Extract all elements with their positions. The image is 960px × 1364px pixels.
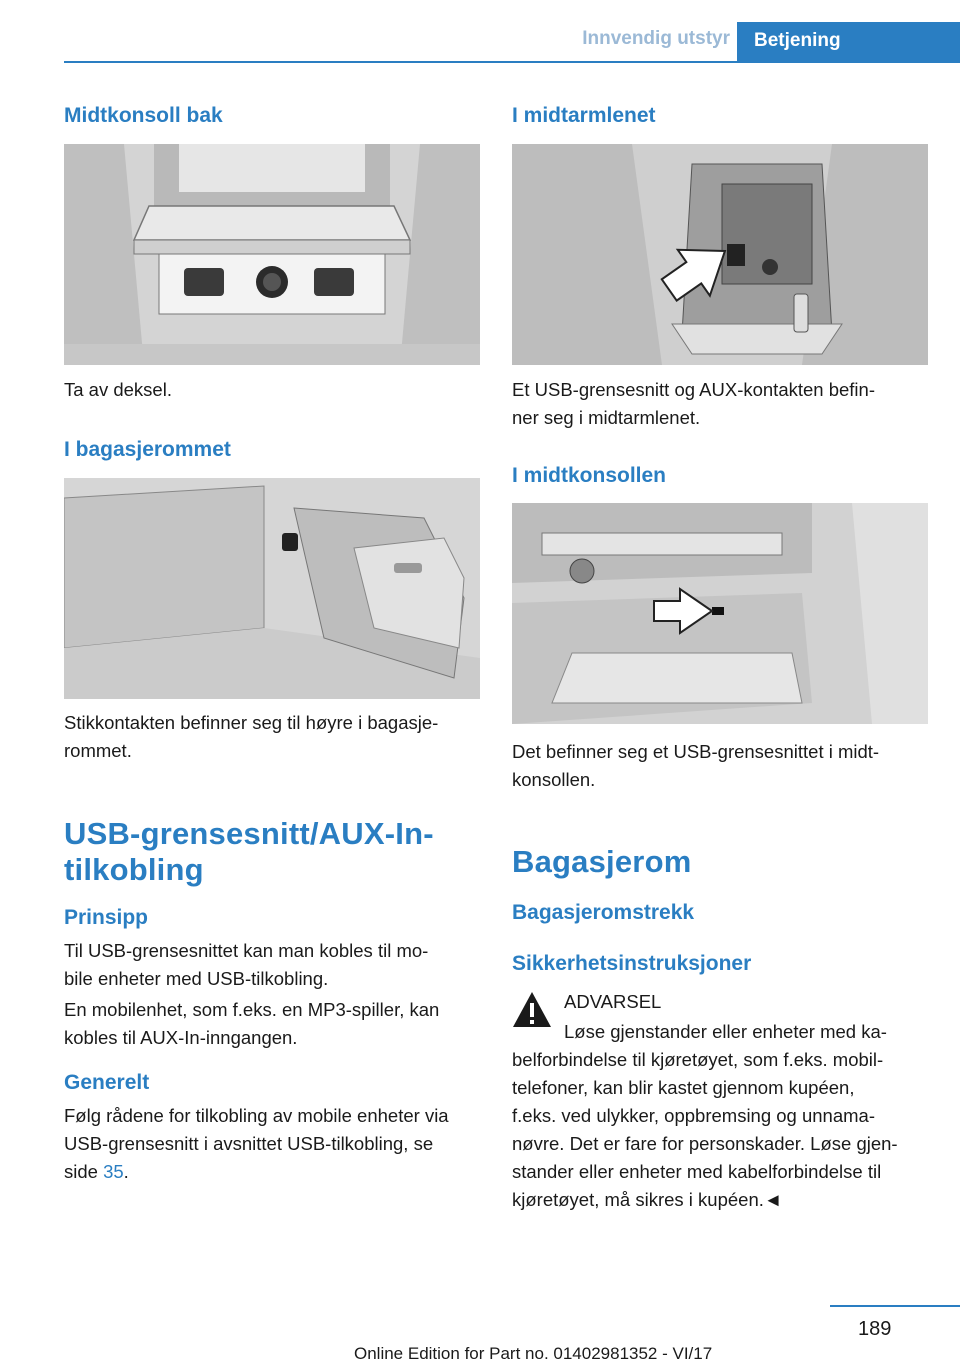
heading-bagasjerommet: I bagasjerommet [64,438,231,461]
warning-triangle-icon [512,990,552,1030]
para-generelt-3 [64,1158,482,1186]
section-title-usb-aux-2: tilkobling [64,852,204,887]
para-generelt-3-prefix: side [64,1161,104,1182]
para-prinsipp-1b: bile enheter med USB-tilkobling. [64,968,329,989]
center-console-illustration [512,503,928,724]
header-section-title: Innvendig utstyr [582,28,730,49]
section-title-usb-aux-1: USB-grensesnitt/AUX-In- [64,816,434,851]
heading-generelt: Generelt [64,1071,150,1094]
photo-armrest [512,144,928,365]
heading-i-midtkonsollen: I midtkonsollen [512,464,667,487]
header-tab: Betjening [737,22,960,63]
page-number: 189 [858,1318,892,1340]
para-prinsipp-1a: Til USB-grensesnittet kan man kobles til mo- [64,940,429,961]
page-link-35[interactable]: 35 [103,1161,124,1182]
warning-text-7: kjøretøyet, må sikres i kupéen.◄ [512,1189,783,1210]
heading-midtkonsoll-bak: Midtkonsoll bak [64,104,223,127]
warning-text-4: f.eks. ved ulykker, oppbremsing og unnama- [512,1105,875,1126]
warning-text-6: stander eller enheter med kabelforbindelse til [512,1161,882,1182]
warning-text-1: Løse gjenstander eller enheter med ka- [564,1021,887,1042]
luggage-compartment-illustration [64,478,480,699]
heading-i-midtarmlenet: I midtarmlenet [512,104,656,127]
para-generelt-1: Følg rådene for tilkobling av mobile enheter via [64,1105,449,1126]
caption-console-1: Det befinner seg et USB-grensesnittet i midt- [512,741,880,762]
rear-console-illustration [64,144,480,365]
photo-rear-console [64,144,480,365]
caption-armrest-2: ner seg i midtarmlenet. [512,407,701,428]
footer-edition: Online Edition for Part no. 01402981352 - VI/17 [354,1344,713,1363]
header-rule [64,61,960,63]
caption-socket-location-2: rommet. [64,740,132,761]
heading-sikkerhet: Sikkerhetsinstruksjoner [512,952,752,975]
caption-armrest-1: Et USB-grensesnitt og AUX-kontakten befin- [512,379,875,400]
para-generelt-3-suffix: . [123,1161,129,1182]
armrest-illustration [512,144,928,365]
footer-rule [830,1305,960,1307]
warning-label: ADVARSEL [564,991,662,1012]
heading-prinsipp: Prinsipp [64,906,149,929]
section-title-bagasjerom: Bagasjerom [512,844,692,879]
caption-socket-location-1: Stikkontakten befinner seg til høyre i bagasje- [64,712,439,733]
caption-console-2: konsollen. [512,769,596,790]
para-generelt-2: USB-grensesnitt i avsnittet USB-tilkobling, se [64,1133,434,1154]
warning-text-2: belforbindelse til kjøretøyet, som f.eks. mobil- [512,1049,884,1070]
warning-text-3: telefoner, kan blir kastet gjennom kupéen, [512,1077,855,1098]
caption-remove-cover: Ta av deksel. [64,379,172,400]
heading-bagasjeromstrekk: Bagasjeromstrekk [512,901,695,924]
para-prinsipp-2b: kobles til AUX-In-inngangen. [64,1027,298,1048]
photo-luggage-compartment [64,478,480,699]
para-prinsipp-2a: En mobilenhet, som f.eks. en MP3-spiller, kan [64,999,440,1020]
warning-text-5: nøvre. Det er fare for personskader. Løse gjen- [512,1133,898,1154]
photo-center-console [512,503,928,724]
